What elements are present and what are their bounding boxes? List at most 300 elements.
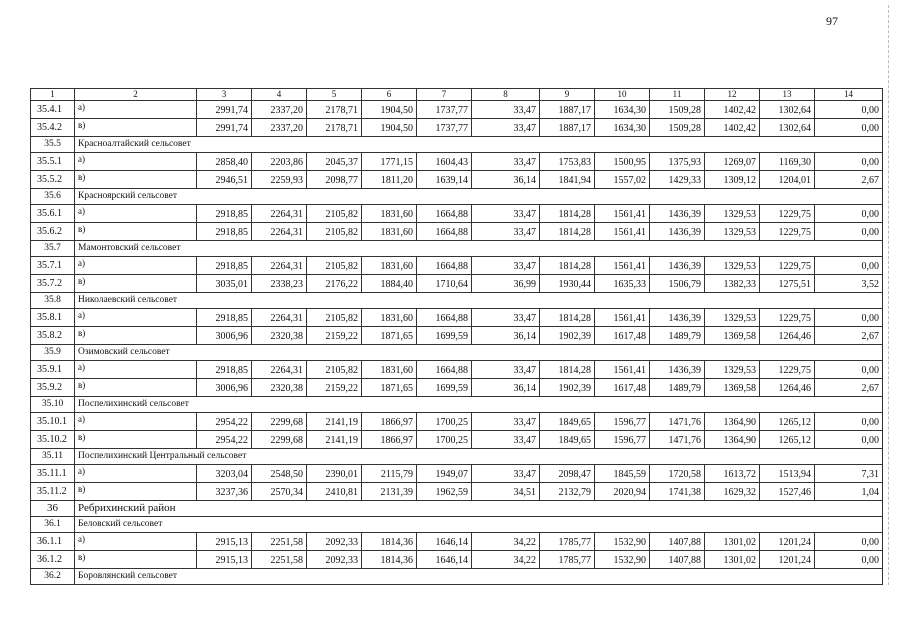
value-cell: 0,00 xyxy=(815,533,883,551)
value-cell: 0,00 xyxy=(815,119,883,137)
section-heading-row xyxy=(31,517,883,533)
value-cell: 1265,12 xyxy=(760,413,815,431)
row-label: в) xyxy=(75,327,197,345)
value-cell: 1429,33 xyxy=(650,171,705,189)
value-cell: 1700,25 xyxy=(417,413,472,431)
section-name: Беловский сельсовет xyxy=(75,517,883,533)
value-cell: 1364,90 xyxy=(705,413,760,431)
value-cell: 3237,36 xyxy=(197,483,252,501)
value-cell: 1699,59 xyxy=(417,327,472,345)
value-cell: 1407,88 xyxy=(650,551,705,569)
row-code: 35.6.2 xyxy=(31,223,75,241)
value-cell: 1771,15 xyxy=(362,153,417,171)
value-cell: 1596,77 xyxy=(595,413,650,431)
value-cell: 2098,47 xyxy=(540,465,595,483)
value-cell: 1785,77 xyxy=(540,533,595,551)
value-cell: 1596,77 xyxy=(595,431,650,449)
value-cell: 1617,48 xyxy=(595,327,650,345)
column-number-cell: 2 xyxy=(75,89,197,101)
value-cell: 1866,97 xyxy=(362,431,417,449)
table-row xyxy=(31,327,883,345)
value-cell: 1753,83 xyxy=(540,153,595,171)
value-cell: 34,22 xyxy=(472,533,540,551)
value-cell: 1557,02 xyxy=(595,171,650,189)
column-number-cell: 5 xyxy=(307,89,362,101)
value-cell: 33,47 xyxy=(472,223,540,241)
value-cell: 33,47 xyxy=(472,101,540,119)
row-code: 35.6 xyxy=(31,189,75,205)
value-cell: 33,47 xyxy=(472,205,540,223)
value-cell: 1369,58 xyxy=(705,327,760,345)
value-cell: 36,14 xyxy=(472,379,540,397)
value-cell: 1902,39 xyxy=(540,379,595,397)
value-cell: 1489,79 xyxy=(650,379,705,397)
value-cell: 1561,41 xyxy=(595,223,650,241)
row-code: 35.5 xyxy=(31,137,75,153)
value-cell: 1635,33 xyxy=(595,275,650,293)
value-cell: 2159,22 xyxy=(307,379,362,397)
value-cell: 1949,07 xyxy=(417,465,472,483)
value-cell: 2105,82 xyxy=(307,205,362,223)
row-label: а) xyxy=(75,101,197,119)
column-number-cell: 9 xyxy=(540,89,595,101)
value-cell: 1436,39 xyxy=(650,361,705,379)
value-cell: 0,00 xyxy=(815,551,883,569)
value-cell: 33,47 xyxy=(472,431,540,449)
section-name: Поспелихинский сельсовет xyxy=(75,397,883,413)
column-number-cell: 3 xyxy=(197,89,252,101)
value-cell: 2946,51 xyxy=(197,171,252,189)
value-cell: 0,00 xyxy=(815,413,883,431)
value-cell: 1962,59 xyxy=(417,483,472,501)
value-cell: 1301,02 xyxy=(705,551,760,569)
value-cell: 1887,17 xyxy=(540,119,595,137)
value-cell: 2092,33 xyxy=(307,551,362,569)
column-number-cell: 7 xyxy=(417,89,472,101)
value-cell: 1902,39 xyxy=(540,327,595,345)
value-cell: 2045,37 xyxy=(307,153,362,171)
value-cell: 1664,88 xyxy=(417,205,472,223)
value-cell: 1904,50 xyxy=(362,119,417,137)
value-cell: 2176,22 xyxy=(307,275,362,293)
value-cell: 1737,77 xyxy=(417,119,472,137)
value-cell: 2338,23 xyxy=(252,275,307,293)
row-code: 35.9.2 xyxy=(31,379,75,397)
row-label: в) xyxy=(75,431,197,449)
table-row xyxy=(31,413,883,431)
value-cell: 1617,48 xyxy=(595,379,650,397)
value-cell: 3006,96 xyxy=(197,327,252,345)
table-row xyxy=(31,551,883,569)
value-cell: 1871,65 xyxy=(362,379,417,397)
value-cell: 33,47 xyxy=(472,361,540,379)
value-cell: 1201,24 xyxy=(760,551,815,569)
section-name: Красноярский сельсовет xyxy=(75,189,883,205)
value-cell: 2918,85 xyxy=(197,361,252,379)
column-number-cell: 1 xyxy=(31,89,75,101)
section-heading-row xyxy=(31,241,883,257)
column-number-cell: 12 xyxy=(705,89,760,101)
table-row xyxy=(31,465,883,483)
value-cell: 1471,76 xyxy=(650,413,705,431)
column-number-cell: 8 xyxy=(472,89,540,101)
value-cell: 36,14 xyxy=(472,327,540,345)
row-label: а) xyxy=(75,309,197,327)
row-label: в) xyxy=(75,119,197,137)
row-code: 36.1.1 xyxy=(31,533,75,551)
value-cell: 2918,85 xyxy=(197,205,252,223)
value-cell: 2918,85 xyxy=(197,309,252,327)
value-cell: 2178,71 xyxy=(307,119,362,137)
value-cell: 1866,97 xyxy=(362,413,417,431)
value-cell: 1720,58 xyxy=(650,465,705,483)
value-cell: 1527,46 xyxy=(760,483,815,501)
row-label: в) xyxy=(75,379,197,397)
value-cell: 3035,01 xyxy=(197,275,252,293)
value-cell: 2251,58 xyxy=(252,533,307,551)
value-cell: 36,99 xyxy=(472,275,540,293)
value-cell: 0,00 xyxy=(815,257,883,275)
value-cell: 1513,94 xyxy=(760,465,815,483)
district-name: Ребрихинский район xyxy=(75,501,883,517)
value-cell: 1613,72 xyxy=(705,465,760,483)
row-code: 35.5.1 xyxy=(31,153,75,171)
value-cell: 1309,12 xyxy=(705,171,760,189)
value-cell: 0,00 xyxy=(815,205,883,223)
column-number-cell: 10 xyxy=(595,89,650,101)
value-cell: 1204,01 xyxy=(760,171,815,189)
value-cell: 1629,32 xyxy=(705,483,760,501)
value-cell: 1302,64 xyxy=(760,119,815,137)
value-cell: 1229,75 xyxy=(760,309,815,327)
value-cell: 1407,88 xyxy=(650,533,705,551)
row-label: в) xyxy=(75,275,197,293)
value-cell: 2299,68 xyxy=(252,413,307,431)
value-cell: 0,00 xyxy=(815,101,883,119)
section-name: Боровлянский сельсовет xyxy=(75,569,883,585)
value-cell: 1229,75 xyxy=(760,257,815,275)
district-heading-row xyxy=(31,501,883,517)
value-cell: 1664,88 xyxy=(417,257,472,275)
row-code: 35.10.2 xyxy=(31,431,75,449)
value-cell: 1329,53 xyxy=(705,309,760,327)
value-cell: 33,47 xyxy=(472,309,540,327)
value-cell: 0,00 xyxy=(815,309,883,327)
value-cell: 1329,53 xyxy=(705,205,760,223)
value-cell: 1364,90 xyxy=(705,431,760,449)
value-cell: 2337,20 xyxy=(252,101,307,119)
row-code: 36.1 xyxy=(31,517,75,533)
section-name: Мамонтовский сельсовет xyxy=(75,241,883,257)
value-cell: 34,22 xyxy=(472,551,540,569)
value-cell: 1506,79 xyxy=(650,275,705,293)
value-cell: 1329,53 xyxy=(705,257,760,275)
value-cell: 1831,60 xyxy=(362,223,417,241)
value-cell: 1229,75 xyxy=(760,205,815,223)
value-cell: 2915,13 xyxy=(197,533,252,551)
row-label: а) xyxy=(75,413,197,431)
value-cell: 1229,75 xyxy=(760,361,815,379)
value-cell: 1369,58 xyxy=(705,379,760,397)
value-cell: 1402,42 xyxy=(705,101,760,119)
value-cell: 3,52 xyxy=(815,275,883,293)
value-cell: 2105,82 xyxy=(307,257,362,275)
section-heading-row xyxy=(31,137,883,153)
value-cell: 1532,90 xyxy=(595,533,650,551)
table-row xyxy=(31,205,883,223)
value-cell: 1785,77 xyxy=(540,551,595,569)
value-cell: 2858,40 xyxy=(197,153,252,171)
value-cell: 1436,39 xyxy=(650,223,705,241)
value-cell: 2159,22 xyxy=(307,327,362,345)
row-code: 35.10.1 xyxy=(31,413,75,431)
value-cell: 1646,14 xyxy=(417,551,472,569)
value-cell: 2264,31 xyxy=(252,223,307,241)
column-number-cell: 4 xyxy=(252,89,307,101)
row-code: 35.7.2 xyxy=(31,275,75,293)
value-cell: 1814,28 xyxy=(540,223,595,241)
section-heading-row xyxy=(31,345,883,361)
value-cell: 2132,79 xyxy=(540,483,595,501)
value-cell: 2915,13 xyxy=(197,551,252,569)
row-label: а) xyxy=(75,257,197,275)
value-cell: 1814,28 xyxy=(540,309,595,327)
value-cell: 1831,60 xyxy=(362,361,417,379)
value-cell: 0,00 xyxy=(815,361,883,379)
value-cell: 2251,58 xyxy=(252,551,307,569)
value-cell: 36,14 xyxy=(472,171,540,189)
value-cell: 1664,88 xyxy=(417,223,472,241)
value-cell: 2991,74 xyxy=(197,101,252,119)
value-cell: 1604,43 xyxy=(417,153,472,171)
table-row xyxy=(31,533,883,551)
column-number-cell: 6 xyxy=(362,89,417,101)
value-cell: 1634,30 xyxy=(595,101,650,119)
value-cell: 2264,31 xyxy=(252,257,307,275)
value-cell: 1302,64 xyxy=(760,101,815,119)
table-row xyxy=(31,379,883,397)
value-cell: 1275,51 xyxy=(760,275,815,293)
value-cell: 2264,31 xyxy=(252,309,307,327)
value-cell: 1814,36 xyxy=(362,533,417,551)
row-code: 35.4.2 xyxy=(31,119,75,137)
value-cell: 1634,30 xyxy=(595,119,650,137)
value-cell: 2264,31 xyxy=(252,361,307,379)
value-cell: 2105,82 xyxy=(307,361,362,379)
value-cell: 1382,33 xyxy=(705,275,760,293)
value-cell: 1561,41 xyxy=(595,361,650,379)
value-cell: 2178,71 xyxy=(307,101,362,119)
value-cell: 1700,25 xyxy=(417,431,472,449)
value-cell: 2259,93 xyxy=(252,171,307,189)
table-row xyxy=(31,483,883,501)
column-number-cell: 14 xyxy=(815,89,883,101)
row-code: 35.7 xyxy=(31,241,75,257)
row-code: 35.11 xyxy=(31,449,75,465)
value-cell: 3006,96 xyxy=(197,379,252,397)
table-row xyxy=(31,309,883,327)
value-cell: 2020,94 xyxy=(595,483,650,501)
value-cell: 1904,50 xyxy=(362,101,417,119)
value-cell: 0,00 xyxy=(815,431,883,449)
row-code: 36.2 xyxy=(31,569,75,585)
section-heading-row xyxy=(31,449,883,465)
value-cell: 2410,81 xyxy=(307,483,362,501)
value-cell: 1509,28 xyxy=(650,119,705,137)
table-row xyxy=(31,431,883,449)
value-cell: 2203,86 xyxy=(252,153,307,171)
value-cell: 1930,44 xyxy=(540,275,595,293)
value-cell: 2105,82 xyxy=(307,223,362,241)
column-number-cell: 11 xyxy=(650,89,705,101)
value-cell: 2954,22 xyxy=(197,413,252,431)
section-name: Красноалтайский сельсовет xyxy=(75,137,883,153)
value-cell: 2098,77 xyxy=(307,171,362,189)
row-code: 36 xyxy=(31,501,75,517)
value-cell: 0,00 xyxy=(815,223,883,241)
value-cell: 2320,38 xyxy=(252,379,307,397)
table-row xyxy=(31,171,883,189)
row-code: 35.7.1 xyxy=(31,257,75,275)
value-cell: 1664,88 xyxy=(417,361,472,379)
row-label: а) xyxy=(75,361,197,379)
value-cell: 1561,41 xyxy=(595,205,650,223)
value-cell: 2,67 xyxy=(815,171,883,189)
row-code: 35.6.1 xyxy=(31,205,75,223)
row-label: а) xyxy=(75,533,197,551)
value-cell: 1329,53 xyxy=(705,223,760,241)
value-cell: 1710,64 xyxy=(417,275,472,293)
table-row xyxy=(31,275,883,293)
section-heading-row xyxy=(31,397,883,413)
value-cell: 1831,60 xyxy=(362,205,417,223)
value-cell: 2131,39 xyxy=(362,483,417,501)
value-cell: 1871,65 xyxy=(362,327,417,345)
value-cell: 1169,30 xyxy=(760,153,815,171)
value-cell: 2991,74 xyxy=(197,119,252,137)
value-cell: 1741,38 xyxy=(650,483,705,501)
value-cell: 2570,34 xyxy=(252,483,307,501)
table-row xyxy=(31,119,883,137)
row-code: 35.8.2 xyxy=(31,327,75,345)
value-cell: 1264,46 xyxy=(760,327,815,345)
value-cell: 1436,39 xyxy=(650,257,705,275)
value-cell: 1814,28 xyxy=(540,257,595,275)
value-cell: 1699,59 xyxy=(417,379,472,397)
row-label: а) xyxy=(75,153,197,171)
value-cell: 34,51 xyxy=(472,483,540,501)
value-cell: 33,47 xyxy=(472,153,540,171)
table-row xyxy=(31,223,883,241)
value-cell: 2337,20 xyxy=(252,119,307,137)
value-cell: 2918,85 xyxy=(197,257,252,275)
page-edge-divider xyxy=(888,5,889,585)
row-label: в) xyxy=(75,551,197,569)
value-cell: 1814,28 xyxy=(540,205,595,223)
value-cell: 2918,85 xyxy=(197,223,252,241)
value-cell: 7,31 xyxy=(815,465,883,483)
section-heading-row xyxy=(31,293,883,309)
section-name: Поспелихинский Центральный сельсовет xyxy=(75,449,883,465)
value-cell: 33,47 xyxy=(472,465,540,483)
value-cell: 1664,88 xyxy=(417,309,472,327)
value-cell: 1561,41 xyxy=(595,257,650,275)
value-cell: 1,04 xyxy=(815,483,883,501)
section-heading-row xyxy=(31,189,883,205)
value-cell: 1841,94 xyxy=(540,171,595,189)
value-cell: 1375,93 xyxy=(650,153,705,171)
value-cell: 1229,75 xyxy=(760,223,815,241)
section-name: Николаевский сельсовет xyxy=(75,293,883,309)
value-cell: 1887,17 xyxy=(540,101,595,119)
value-cell: 1561,41 xyxy=(595,309,650,327)
value-cell: 1532,90 xyxy=(595,551,650,569)
row-code: 35.4.1 xyxy=(31,101,75,119)
value-cell: 1500,95 xyxy=(595,153,650,171)
value-cell: 1884,40 xyxy=(362,275,417,293)
value-cell: 1489,79 xyxy=(650,327,705,345)
value-cell: 1831,60 xyxy=(362,309,417,327)
table-row xyxy=(31,257,883,275)
value-cell: 2954,22 xyxy=(197,431,252,449)
row-code: 35.10 xyxy=(31,397,75,413)
row-label: а) xyxy=(75,205,197,223)
value-cell: 3203,04 xyxy=(197,465,252,483)
value-cell: 33,47 xyxy=(472,119,540,137)
value-cell: 2264,31 xyxy=(252,205,307,223)
value-cell: 1436,39 xyxy=(650,205,705,223)
value-cell: 2,67 xyxy=(815,327,883,345)
page-number: 97 xyxy=(826,14,838,28)
value-cell: 1845,59 xyxy=(595,465,650,483)
row-code: 36.1.2 xyxy=(31,551,75,569)
column-number-row xyxy=(31,89,883,101)
value-cell: 1269,07 xyxy=(705,153,760,171)
section-name: Озимовский сельсовет xyxy=(75,345,883,361)
value-cell: 1471,76 xyxy=(650,431,705,449)
value-cell: 1402,42 xyxy=(705,119,760,137)
value-cell: 2141,19 xyxy=(307,431,362,449)
value-cell: 1814,36 xyxy=(362,551,417,569)
tariff-table xyxy=(30,88,883,585)
row-label: а) xyxy=(75,465,197,483)
value-cell: 1264,46 xyxy=(760,379,815,397)
value-cell: 33,47 xyxy=(472,413,540,431)
row-code: 35.8 xyxy=(31,293,75,309)
row-code: 35.8.1 xyxy=(31,309,75,327)
row-code: 35.9 xyxy=(31,345,75,361)
row-code: 35.5.2 xyxy=(31,171,75,189)
value-cell: 2548,50 xyxy=(252,465,307,483)
value-cell: 1737,77 xyxy=(417,101,472,119)
value-cell: 2141,19 xyxy=(307,413,362,431)
value-cell: 1814,28 xyxy=(540,361,595,379)
table-row xyxy=(31,101,883,119)
row-label: в) xyxy=(75,483,197,501)
value-cell: 1265,12 xyxy=(760,431,815,449)
value-cell: 2092,33 xyxy=(307,533,362,551)
row-label: в) xyxy=(75,223,197,241)
row-label: в) xyxy=(75,171,197,189)
table-row xyxy=(31,153,883,171)
value-cell: 1436,39 xyxy=(650,309,705,327)
value-cell: 2299,68 xyxy=(252,431,307,449)
value-cell: 1329,53 xyxy=(705,361,760,379)
section-heading-row xyxy=(31,569,883,585)
value-cell: 2,67 xyxy=(815,379,883,397)
row-code: 35.9.1 xyxy=(31,361,75,379)
value-cell: 0,00 xyxy=(815,153,883,171)
